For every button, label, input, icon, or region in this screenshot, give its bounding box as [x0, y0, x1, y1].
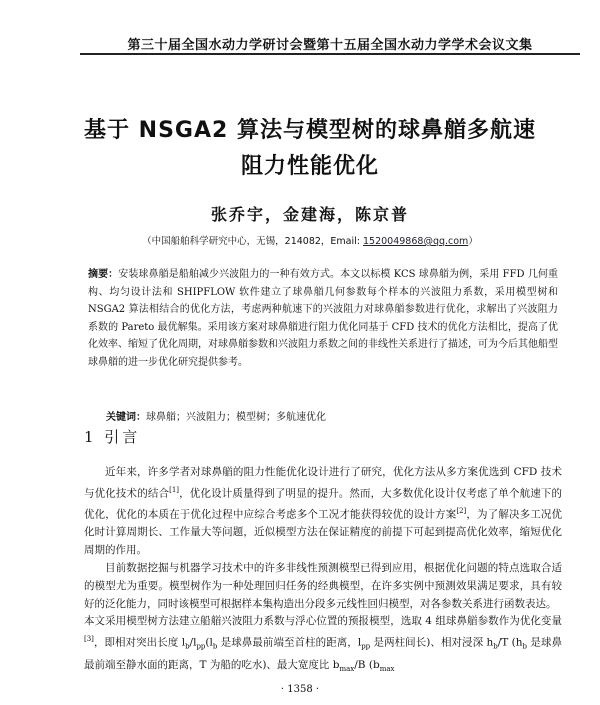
abstract-text: 安装球鼻艏是船舶减少兴波阻力的一种有效方式。本文以标模 KCS 球鼻艏为例，采用 FFD 几何重构、均匀设计法和 SHIPFLOW 软件建立了球鼻艏几何参数每个样本的兴波阻力系数，采用模型树和 NSGA2 算法相结合的优化方法，考虑两种航速下的兴波阻力对球鼻艏参数进行优化，求解出了兴波阻力系数的 Pareto 最优解集。采用该方案对球鼻艏进行阻力优化同基于 CFD 技术的优化方法相比，提高了优化效率、缩短了优化周期，对球鼻艏参数和兴波阻力系数之间的非线性关系进行了描述，可为今后其他船型球鼻艏的进一步优化研究提供参考。	[88, 269, 558, 368]
title-line-1: 基于 NSGA2 算法与模型树的球鼻艏多航速	[84, 118, 536, 143]
title-line-2: 阻力性能优化	[240, 154, 379, 179]
affiliation-suffix: ）	[468, 236, 478, 247]
email-link[interactable]: 1520049868@qq.com	[363, 236, 469, 247]
paragraph: 近年来，许多学者对球鼻艏的阻力性能优化设计进行了研究，优化方法从多方案优选到 CFD 技术与优化技术的结合[1]，优化设计质量得到了明显的提升。然而，大多数优化设计仅考虑了单个航速下的优化，优化的本质在于优化过程中应综合考虑多个工况才能获得较优的设计方案[2]，为了解决多工况优化时计算周期长、工作量大等问题，近似模型方法在保证精度的前提下可起到提高优化效率，缩短优化周期的作用。	[84, 466, 563, 557]
affiliation-prefix: （中国船舶科学研究中心，无锡，214082，Email:	[142, 236, 363, 247]
body-text	[84, 464, 562, 678]
paper-title	[40, 113, 580, 185]
running-header: 第三十届全国水动力学研讨会暨第十五届全国水动力学学术会议文集	[127, 38, 533, 53]
paragraph: 目前数据挖掘与机器学习技术中的许多非线性预测模型已得到应用，根据优化问题的特点选取合适的模型尤为重要。模型树作为一种处理回归任务的经典模型，在许多实例中预测效果满足要求，具有较好的泛化能力，同时该模型可根据样本集构造出分段多元线性回归模型，对各参数关系进行函数表达。	[84, 561, 562, 610]
citation: [2]	[456, 507, 467, 516]
keywords-label: 关键词：	[106, 412, 146, 423]
section-heading: 1 引言	[84, 428, 141, 446]
citation: [1]	[169, 485, 180, 494]
keywords	[106, 408, 566, 423]
abstract	[88, 266, 558, 371]
authors: 张乔宇，金建海，陈京普	[210, 205, 409, 224]
abstract-label: 摘要：	[88, 269, 119, 280]
paragraph: 本文采用模型树方法建立船艏兴波阻力系数与浮心位置的预报模型，选取 4 组球鼻艏参数作为优化变量[3]，即相对突出长度 $l_b/l_{pp}(l_b$ 是球鼻最前端至首柱的距离，$l_{pp}$ 是两柱间长)、相对浸深 $h_b/T$ ($h_b$ 是球鼻最前端至静水面的距离，T 为船的吃水)、最大宽度比 $b_{max}/B$ ($b_{max}$	[84, 615, 562, 673]
affiliation	[40, 233, 580, 247]
page-number: · 1358 ·	[280, 684, 320, 695]
header-rule	[80, 53, 580, 55]
keywords-text: 球鼻艏；兴波阻力；模型树；多航速优化	[146, 412, 326, 423]
citation: [3]	[84, 635, 94, 644]
